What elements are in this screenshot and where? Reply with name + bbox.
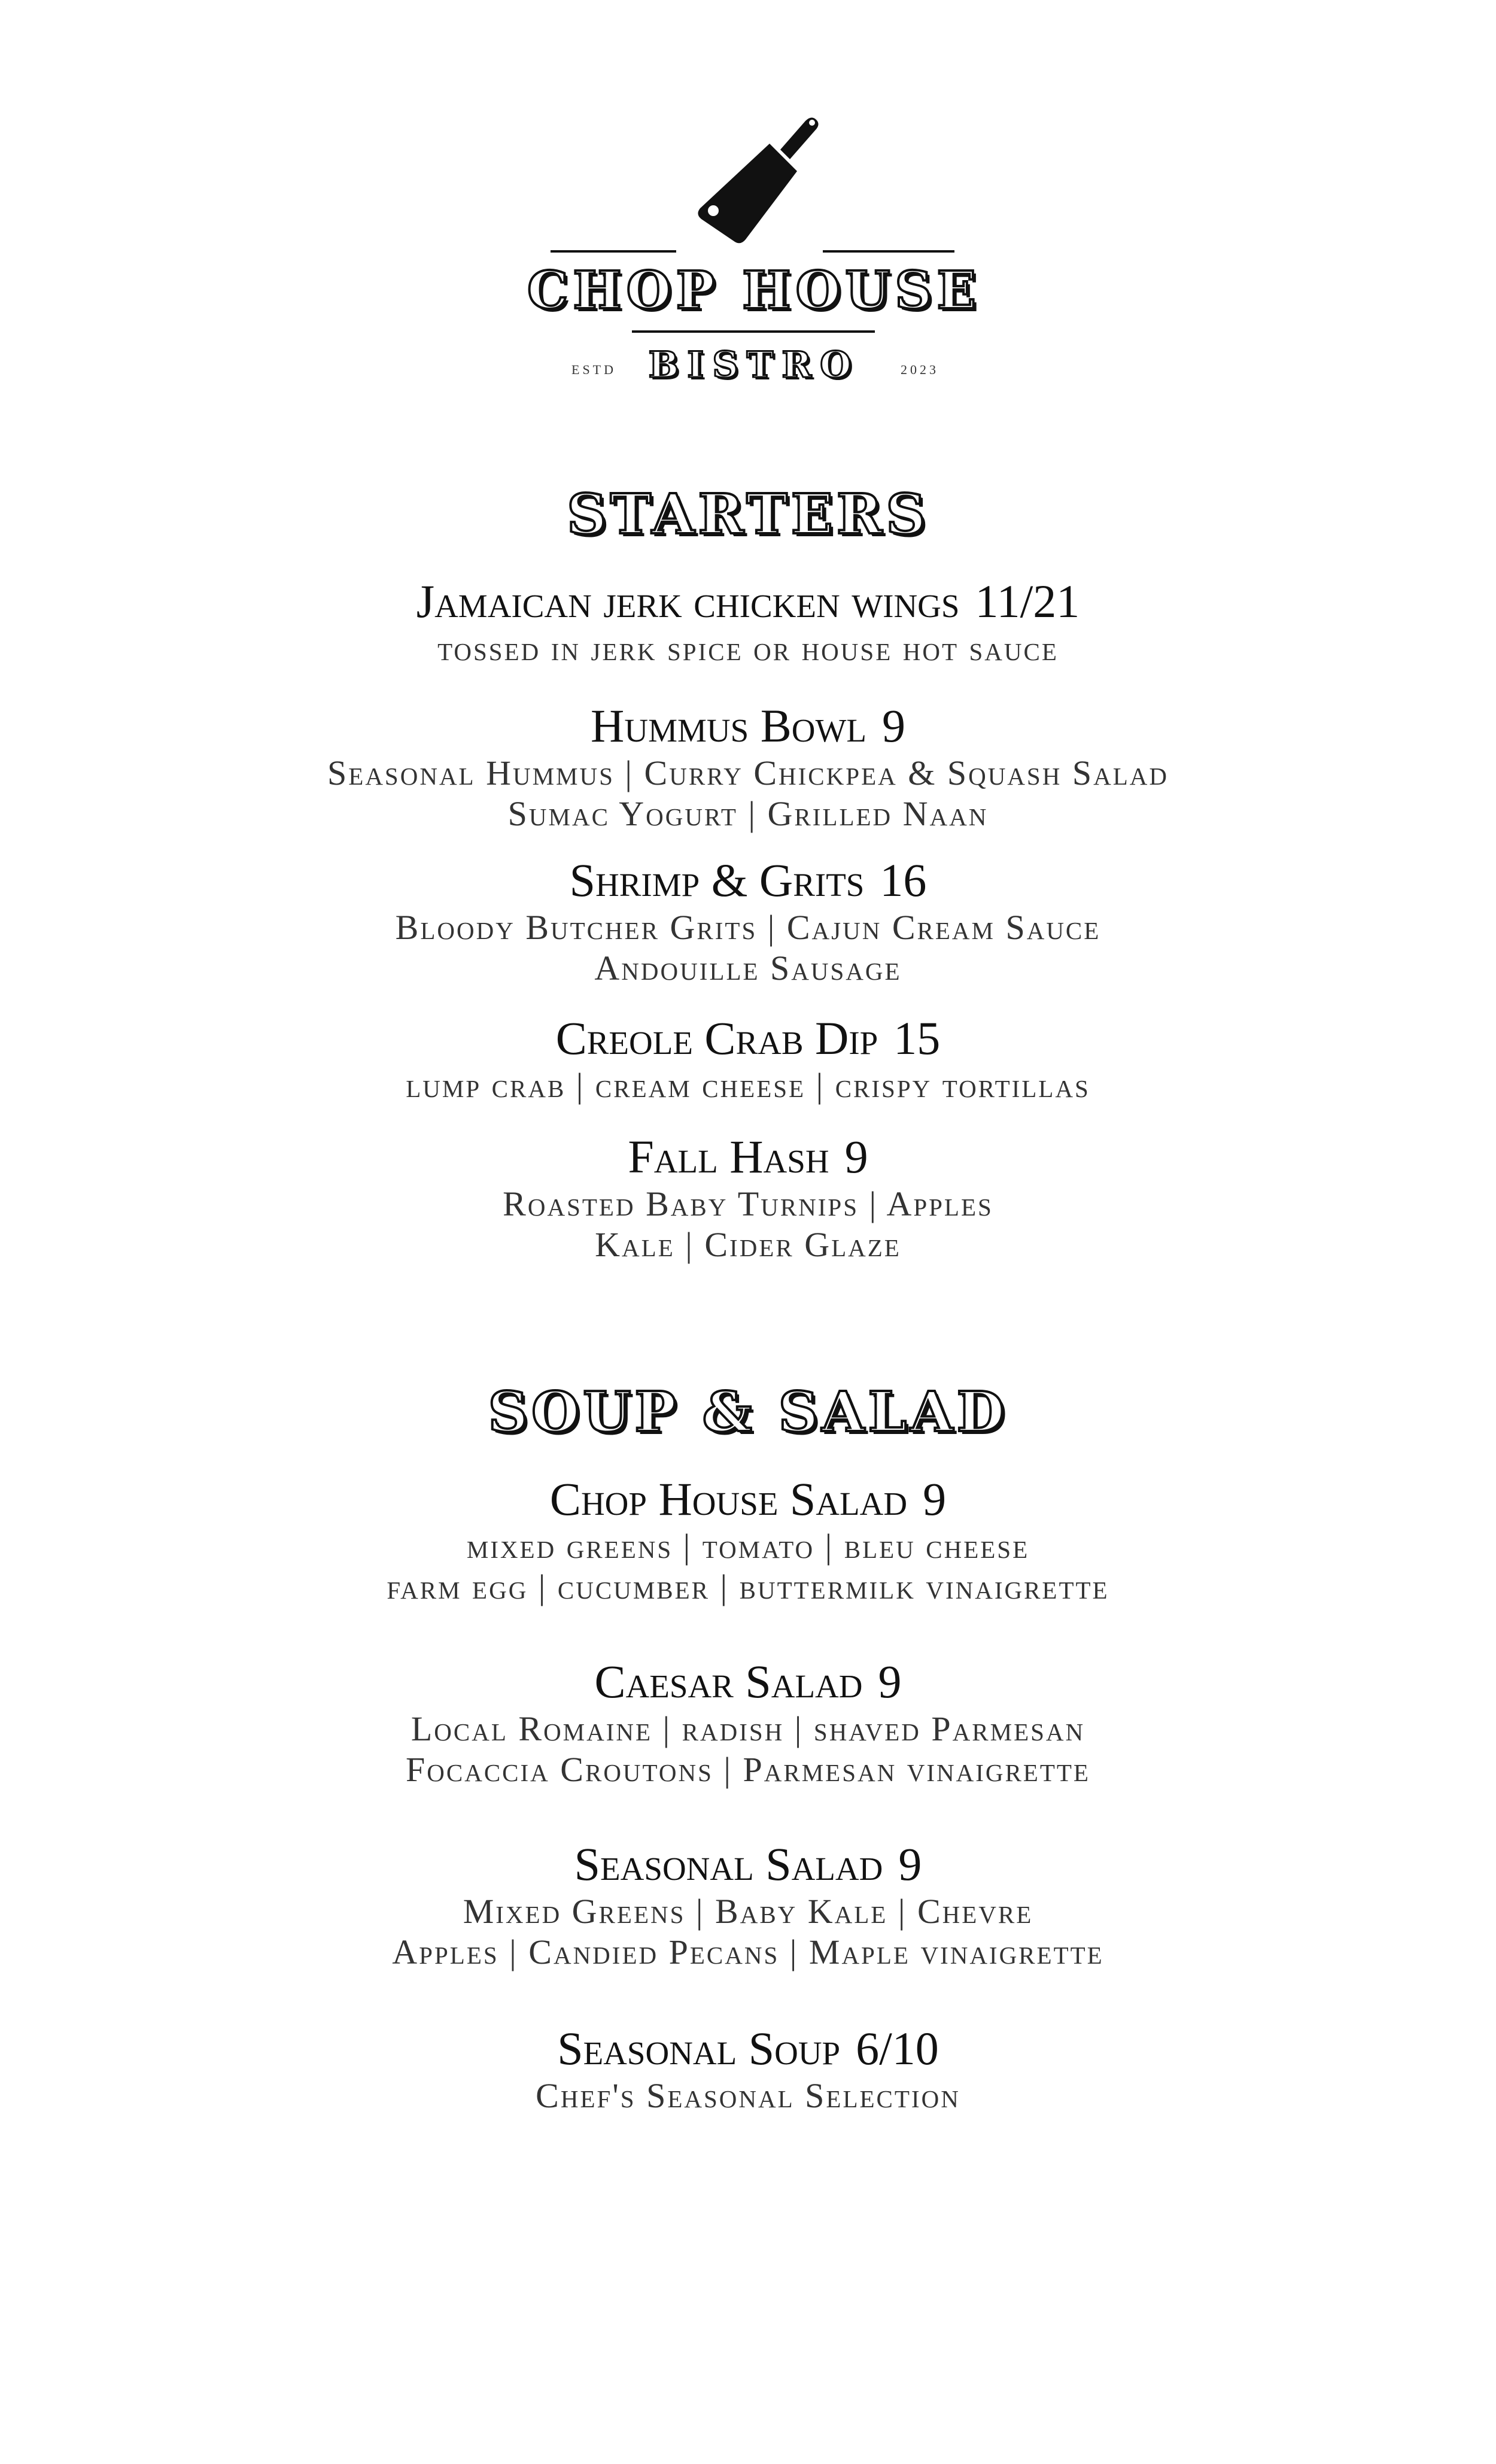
brand-subtitle: BISTRO: [648, 344, 860, 386]
menu-item: [0, 1837, 1496, 1973]
item-price: 6/10: [856, 2022, 939, 2074]
brand-name: CHOP HOUSE: [527, 260, 981, 321]
logo-rule-right: [823, 250, 954, 253]
item-name: Fall Hash: [628, 1131, 829, 1183]
item-name: Hummus Bowl: [591, 700, 866, 752]
item-name: Shrimp & Grits: [569, 854, 865, 906]
established-year: 2023: [901, 362, 939, 377]
item-name: Caesar Salad: [594, 1655, 863, 1708]
item-description: Local Romaine | radish | shaved Parmesan: [411, 1709, 1085, 1748]
logo: [491, 108, 1017, 395]
item-name-line: [0, 1130, 1496, 1184]
item-description: mixed greens | tomato | bleu cheese: [466, 1527, 1030, 1566]
item-price: 11/21: [975, 575, 1080, 627]
estd-label: ESTD: [571, 362, 616, 377]
item-price: 15: [893, 1012, 941, 1064]
item-description: Roasted Baby Turnips | Apples: [503, 1184, 993, 1223]
section-title-soup-salad: SOUP & SALAD: [488, 1380, 1008, 1444]
menu-item: [0, 1655, 1496, 1790]
logo-rule-middle: [632, 330, 875, 333]
item-description: Bloody Butcher Grits | Cajun Cream Sauce: [395, 908, 1101, 947]
menu-item: [0, 1011, 1496, 1106]
item-name-line: [0, 853, 1496, 907]
item-description: farm egg | cucumber | buttermilk vinaigrette: [387, 1567, 1109, 1606]
logo-rule-left: [551, 250, 676, 253]
item-price: 9: [923, 1473, 947, 1525]
item-description: Apples | Candied Pecans | Maple vinaigrette: [392, 1933, 1104, 1971]
item-name: Creole Crab Dip: [555, 1012, 878, 1064]
item-price: 9: [844, 1131, 868, 1183]
item-price: 9: [881, 700, 905, 752]
menu-item: [0, 699, 1496, 834]
cleaver-icon: [680, 108, 823, 257]
item-description: lump crab | cream cheese | crispy tortillas: [406, 1066, 1090, 1105]
menu-item: [0, 853, 1496, 989]
menu-item: [0, 1130, 1496, 1265]
menu-item: [0, 2022, 1496, 2116]
item-name: Seasonal Salad: [574, 1838, 883, 1890]
item-name: Chop House Salad: [549, 1473, 908, 1525]
item-name-line: [0, 1837, 1496, 1891]
item-description: Seasonal Hummus | Curry Chickpea & Squash Salad: [327, 754, 1169, 792]
item-name-line: [0, 575, 1496, 628]
item-name-line: [0, 1655, 1496, 1709]
item-price: 9: [898, 1838, 922, 1890]
item-name: Jamaican jerk chicken wings: [416, 575, 960, 627]
item-description: tossed in jerk spice or house hot sauce: [437, 629, 1059, 668]
item-description: Sumac Yogurt | Grilled Naan: [507, 794, 989, 833]
item-description: Kale | Cider Glaze: [595, 1225, 901, 1264]
item-name-line: [0, 2022, 1496, 2076]
item-name-line: [0, 699, 1496, 753]
item-name-line: [0, 1472, 1496, 1526]
item-price: 16: [880, 854, 927, 906]
item-description: Andouille Sausage: [594, 949, 902, 988]
item-price: 9: [878, 1655, 902, 1708]
item-name: Seasonal Soup: [557, 2022, 841, 2074]
item-name-line: [0, 1011, 1496, 1065]
item-description: Focaccia Croutons | Parmesan vinaigrette: [406, 1750, 1090, 1789]
section-title-starters: STARTERS: [567, 482, 929, 546]
item-description: Chef's Seasonal Selection: [536, 2076, 960, 2115]
item-description: Mixed Greens | Baby Kale | Chevre: [463, 1892, 1033, 1931]
menu-item: [0, 1472, 1496, 1608]
menu-item: [0, 575, 1496, 669]
